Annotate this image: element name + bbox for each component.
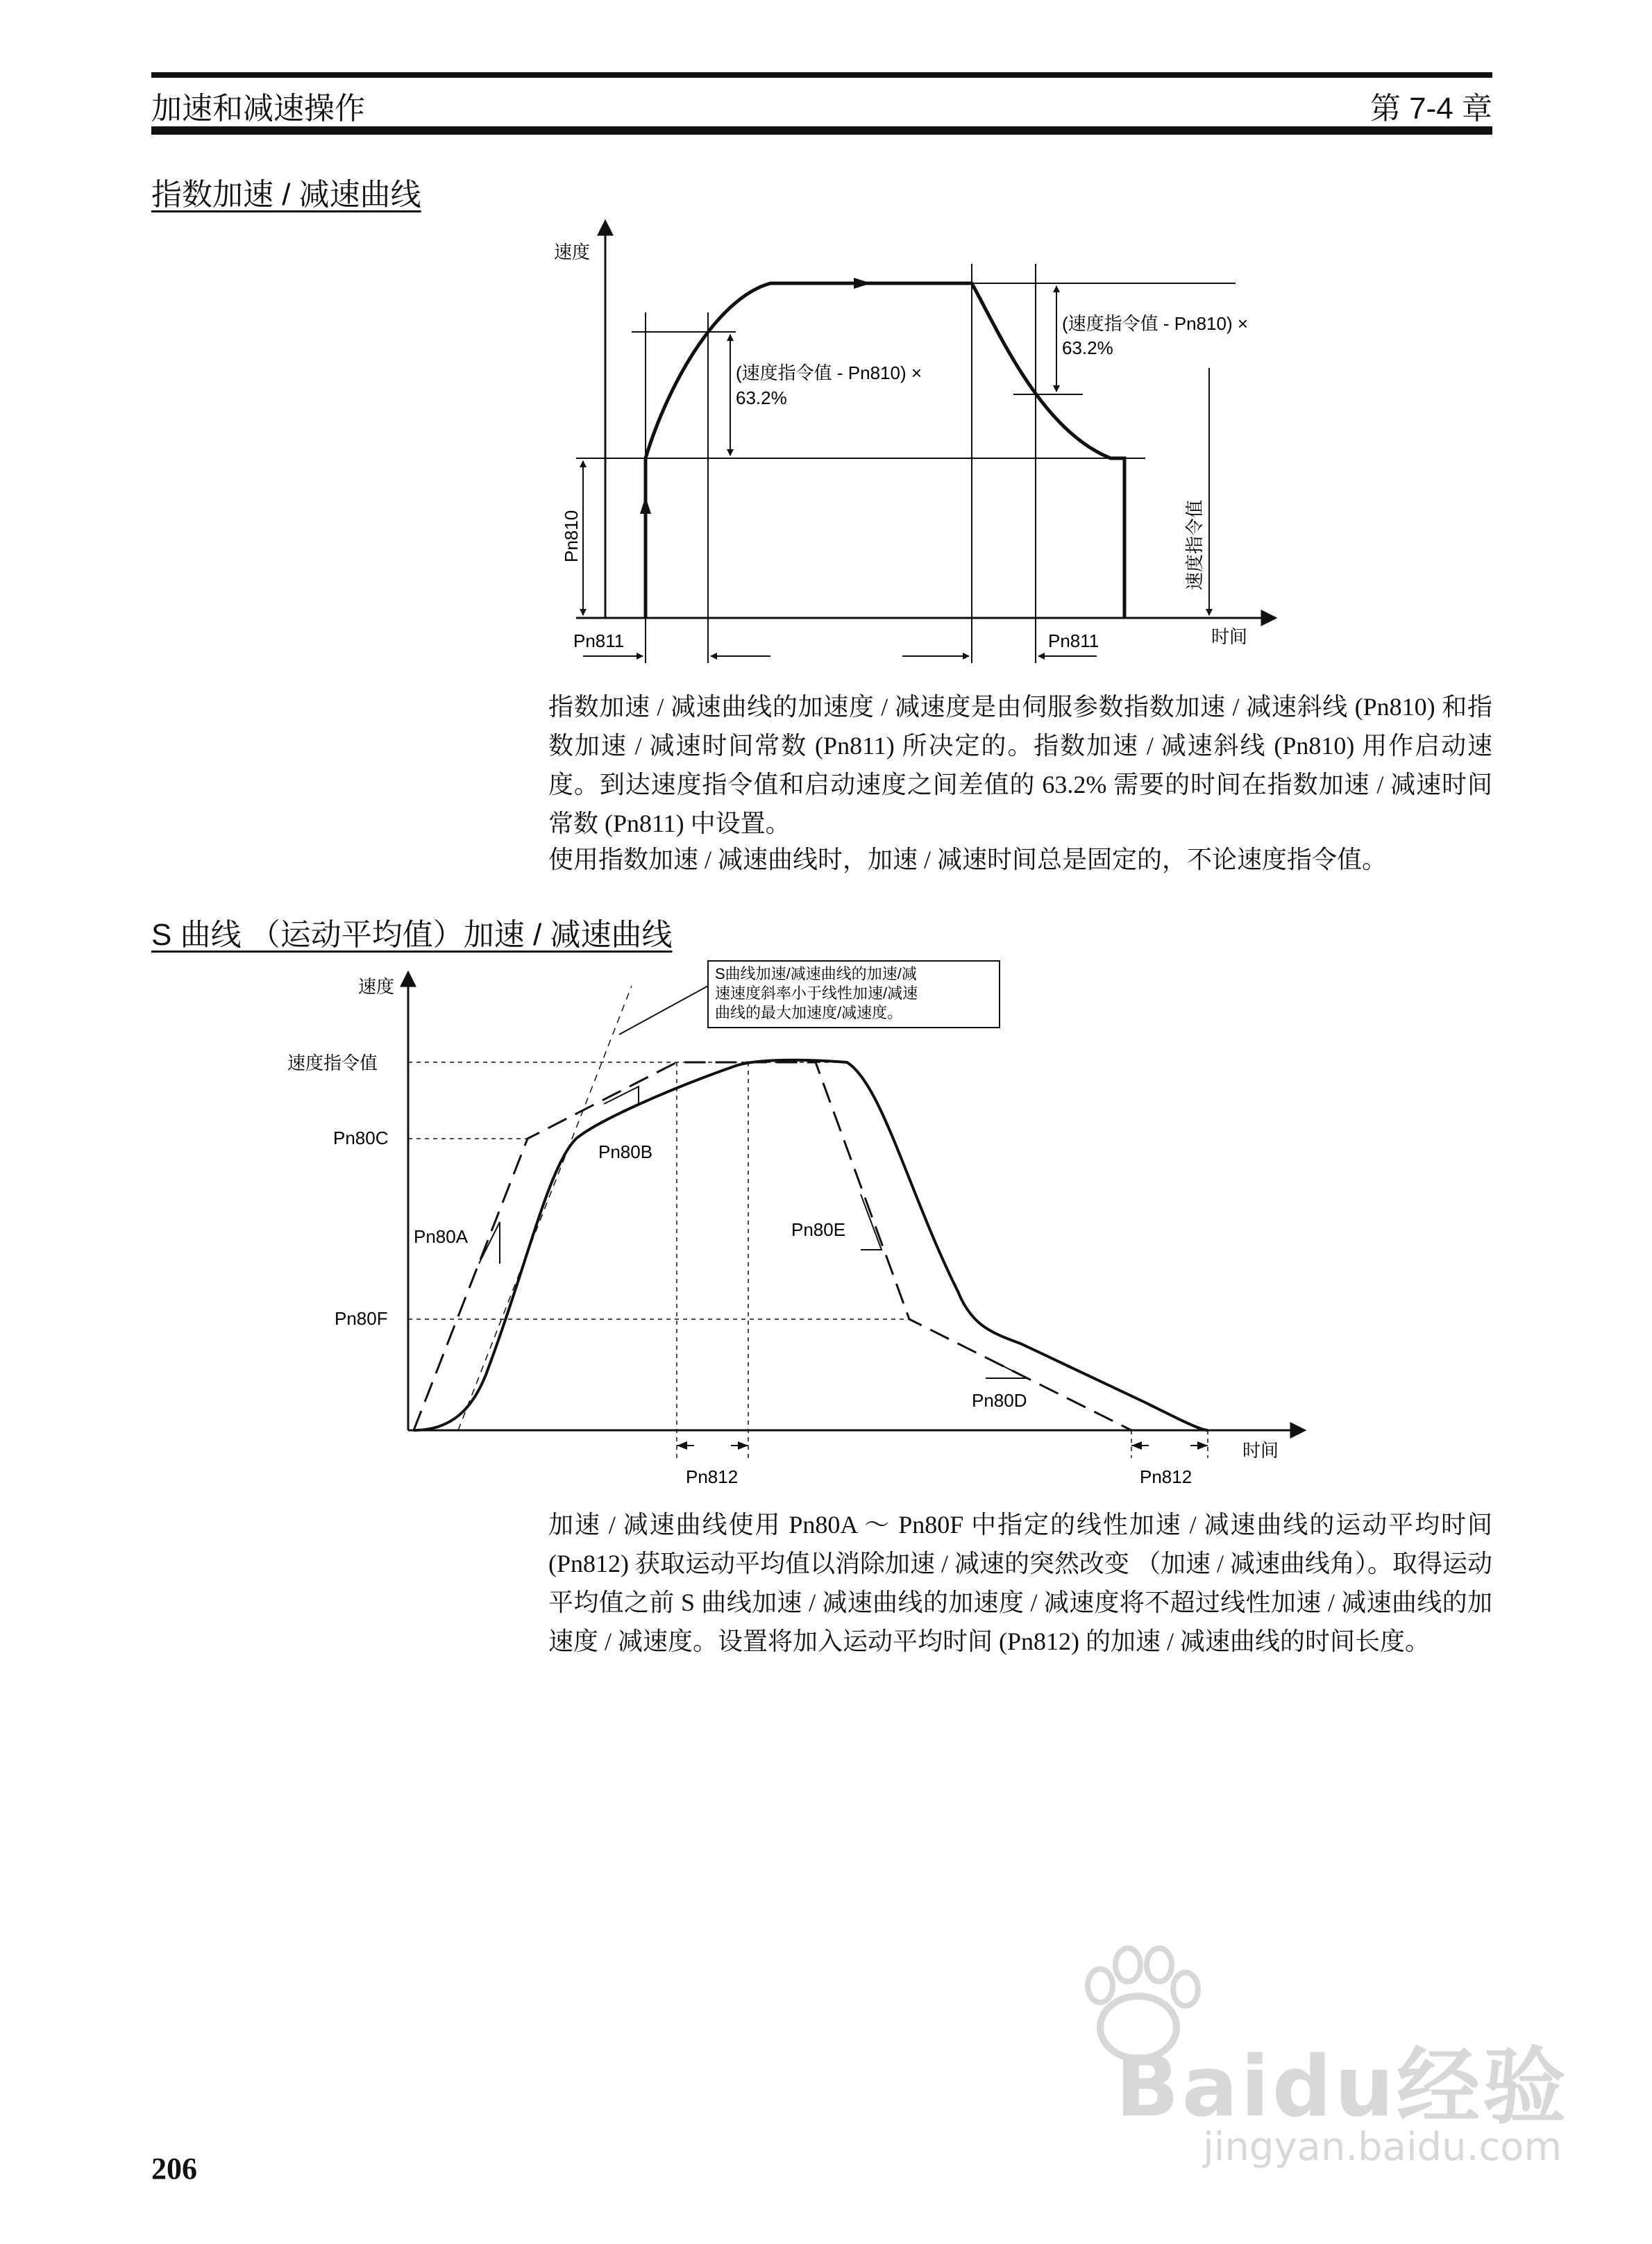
fig2-label-pn80b: Pn80B [598, 1141, 653, 1162]
fig2-linear-profile [414, 1062, 1131, 1430]
fig2-x-label: 时间 [1242, 1440, 1279, 1461]
page-number: 206 [151, 2152, 197, 2186]
section1-paragraph1: 指数加速 / 减速曲线的加速度 / 减速度是由伺服参数指数加速 / 减速斜线 (Pn810) 和指数加速 / 减速时间常数 (Pn811) 所决定的。指数加速 / 减速斜线 (Pn810) 用作启动速度。到达速度指令值和启动速度之间差值的 63.2% 需要的时间在指数加速 / 减速时间常数 (Pn811) 中设置。 [548, 693, 1492, 837]
fig1-speed-curve [646, 283, 1124, 618]
fig2-label-speed-command: 速度指令值 [287, 1053, 378, 1073]
header-rule-top [151, 72, 1492, 78]
section2-title: S 曲线 （运动平均值）加速 / 减速曲线 [151, 918, 673, 952]
fig1-label-pn811-right: Pn811 [1048, 630, 1099, 651]
fig2-label-pn80f: Pn80F [335, 1308, 388, 1329]
fig2-y-label: 速度 [358, 976, 395, 997]
header-chapter: 第 7-4 章 [1369, 92, 1492, 126]
fig1-label-pn811-left: Pn811 [573, 630, 625, 651]
watermark-url: jingyan.baidu.com [1203, 2125, 1562, 2170]
header-rule-bottom [151, 126, 1492, 135]
fig2-callout-line1: S曲线加速/减速曲线的加速/减 [715, 965, 917, 982]
fig1-annotation-decel-line1: (速度指令值 - Pn810) × [1062, 313, 1249, 334]
fig1-annotation-accel-line2: 63.2% [736, 387, 787, 408]
fig2-label-pn80d: Pn80D [972, 1390, 1027, 1411]
watermark-logo: Baidu经验 [1115, 2039, 1569, 2136]
fig2-callout-line2: 速速度斜率小于线性加速/减速 [715, 985, 918, 1002]
fig1-annotation-accel-line1: (速度指令值 - Pn810) × [736, 362, 922, 383]
fig1-annotation-decel-line2: 63.2% [1062, 337, 1113, 358]
fig2-label-pn812-right: Pn812 [1140, 1466, 1192, 1487]
section1-title: 指数加速 / 减速曲线 [151, 178, 421, 212]
figure-exponential-curve [541, 208, 1291, 680]
fig1-y-label: 速度 [554, 242, 591, 262]
fig2-callout-line3: 曲线的最大加速度/减速度。 [715, 1004, 903, 1021]
fig2-s-curve [414, 1060, 1208, 1430]
section1-paragraph2: 使用指数加速 / 减速曲线时，加速 / 减速时间总是固定的，不论速度指令值。 [548, 846, 1388, 873]
fig2-label-pn80c: Pn80C [333, 1128, 389, 1148]
fig2-label-pn80e: Pn80E [791, 1219, 846, 1240]
header-title: 加速和减速操作 [151, 92, 365, 126]
fig1-x-label: 时间 [1211, 626, 1248, 647]
fig1-label-pn810: Pn810 [561, 510, 582, 562]
section2-paragraph: 加速 / 减速曲线使用 Pn80A ～ Pn80F 中指定的线性加速 / 减速曲线的运动平均时间 (Pn812) 获取运动平均值以消除加速 / 减速的突然改变 （加速 / 减速曲线角）。取得运动平均值之前 S 曲线加速 / 减速曲线的加速度 / 减速度将不超过线性加速 / 减速曲线的加速度 / 减速度。设置将加入运动平均时间 (Pn812) 的加速 / 减速曲线的时间长度。 [548, 1511, 1493, 1655]
figure-s-curve [278, 958, 1319, 1500]
fig2-label-pn80a: Pn80A [414, 1226, 469, 1247]
fig2-label-pn812-left: Pn812 [686, 1466, 739, 1487]
fig1-label-speed-command: 速度指令值 [1184, 499, 1205, 590]
